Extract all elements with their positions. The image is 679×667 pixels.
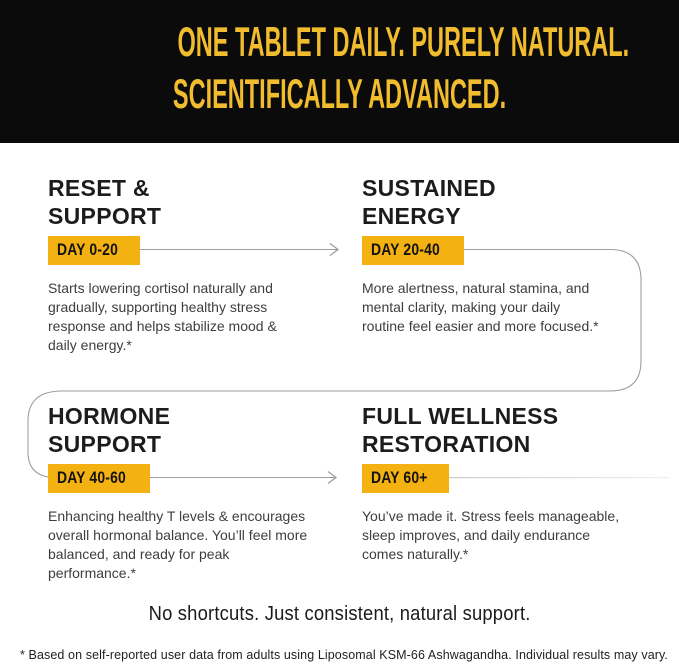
day-badge-label: DAY 40-60 [57,468,126,487]
stage-description: You’ve made it. Stress feels manageable, sleep improves, and daily endurance comes naturally.* [362,508,620,562]
header-line-2-text: SCIENTIFICALLY ADVANCED. [172,70,507,117]
stage-reset-support [48,174,320,355]
stage-title-line: RESET & [48,175,150,201]
day-badge [48,236,140,265]
header-line-1-text: ONE TABLET DAILY. PURELY NATURAL. [177,18,630,65]
header-line-2 [0,68,679,120]
stage-title-line: SUPPORT [48,203,162,229]
day-badge [362,236,464,265]
day-badge-label: DAY 0-20 [57,240,118,259]
stage-title-line: HORMONE [48,403,171,429]
day-badge [362,464,449,493]
stage-title-line: ENERGY [362,203,461,229]
day-badge [48,464,150,493]
header-line-1 [0,16,679,68]
stage-title [48,402,334,458]
stage-sustained-energy [362,174,634,336]
stage-title [362,402,654,458]
stage-description: More alertness, natural stamina, and mental clarity, making your daily routine feel easier and more focused.* [362,280,599,334]
stage-description: Starts lowering cortisol naturally and gradually, supporting healthy stress response and helps stabilize mood & daily energy.* [48,280,277,353]
day-badge-label: DAY 20-40 [371,240,440,259]
stage-description: Enhancing healthy T levels & encourages overall hormonal balance. You’ll feel more balanced, and ready for peak performance.* [48,508,308,581]
stage-title [48,174,320,230]
tagline-text: No shortcuts. Just consistent, natural support. [148,603,531,625]
arrowhead-day0-to-day20-icon [330,244,338,256]
stage-title [362,174,634,230]
stage-full-wellness-restoration [362,402,654,564]
tagline [0,603,679,626]
stage-title-line: SUPPORT [48,431,162,457]
stage-title-line: FULL WELLNESS [362,403,559,429]
stage-title-line: RESTORATION [362,431,531,457]
footnote: * Based on self-reported user data from adults using Liposomal KSM-66 Ashwagandha. Individual results may vary. [20,648,669,662]
stage-title-line: SUSTAINED [362,175,496,201]
stage-hormone-support [48,402,334,583]
day-badge-label: DAY 60+ [371,468,428,487]
header-banner [0,0,679,143]
